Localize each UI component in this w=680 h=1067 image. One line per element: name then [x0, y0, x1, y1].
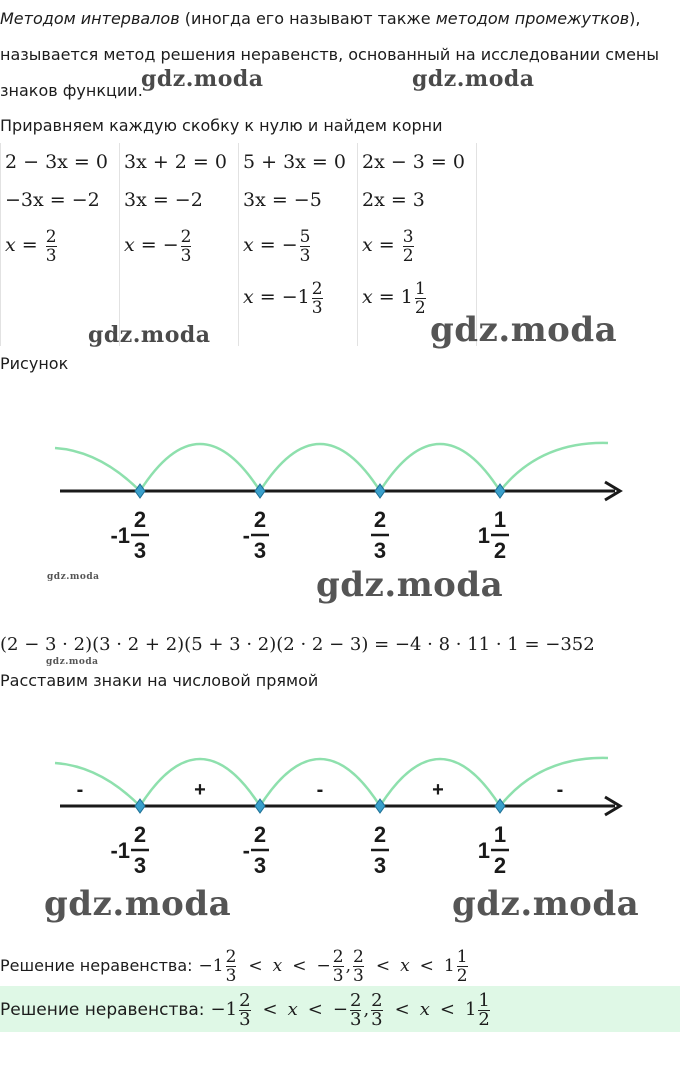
equation: 2x − 3 = 0	[362, 151, 465, 173]
x-equals: x =	[362, 234, 395, 256]
answer-expression	[210, 989, 492, 1030]
denominator: 2	[414, 297, 426, 318]
interval-arc	[55, 763, 140, 806]
less-than: <	[375, 956, 391, 976]
sign: −	[316, 956, 331, 976]
comma: ,	[345, 956, 351, 976]
fraction	[371, 989, 383, 1030]
interval-sign: +	[194, 779, 206, 801]
root-fraction	[300, 228, 311, 265]
solution-label: Решение неравенства:	[0, 956, 193, 975]
root	[124, 219, 234, 271]
denominator: 3	[180, 245, 192, 266]
variable: x	[272, 956, 283, 976]
denominator: 3	[349, 1008, 362, 1030]
numerator: 5	[299, 226, 311, 247]
sign-check-computation: (2 − 3 · 2)(3 · 2 + 2)(5 + 3 · 2)(2 · 2 − 3) = −4 · 8 · 11 · 1 = −352	[0, 634, 595, 655]
tick-label-prefix: -1	[110, 838, 130, 863]
intro-line-2: называется метод решения неравенств, основанный на исследовании смены	[0, 45, 660, 64]
interval-sign: -	[76, 779, 84, 801]
root-sign: −	[281, 234, 298, 256]
equation-column	[1, 143, 120, 346]
equations-table	[0, 143, 477, 346]
equation: 3x + 2 = 0	[124, 151, 227, 173]
number-line	[55, 443, 620, 563]
equation: 2 − 3x = 0	[5, 151, 108, 173]
variable: x	[419, 999, 430, 1020]
interval-arc	[55, 448, 140, 491]
number-line	[55, 758, 620, 878]
root-fraction	[46, 228, 57, 265]
numerator: 2	[45, 226, 57, 247]
solution-line	[0, 944, 470, 988]
mixed-integer: −1	[210, 999, 238, 1020]
mixed-integer: 1	[464, 999, 477, 1020]
mixed-integer: −1	[198, 956, 224, 976]
equation-step: 2x = 3	[362, 189, 425, 211]
equation-step: 3x = −5	[243, 189, 322, 211]
root	[243, 219, 353, 271]
fraction	[353, 948, 364, 985]
denominator: 3	[371, 1008, 383, 1030]
watermark: gdz.moda	[316, 565, 504, 605]
fraction	[333, 948, 344, 985]
watermark: gdz.moda	[44, 884, 232, 924]
tick-label-numerator: 1	[493, 822, 507, 847]
equation: 5 + 3x = 0	[243, 151, 346, 173]
numerator: 2	[332, 946, 344, 967]
denominator: 2	[456, 965, 468, 986]
root-mixed	[243, 271, 353, 323]
tick-label-numerator: 2	[133, 507, 147, 532]
interval-arc	[500, 443, 608, 491]
watermark: gdz.moda	[412, 66, 535, 92]
root	[362, 219, 472, 271]
equation-step: −3x = −2	[5, 189, 100, 211]
tick-label-prefix: -1	[110, 523, 130, 548]
numerator: 2	[352, 946, 364, 967]
tick-label-denominator: 3	[133, 538, 147, 563]
less-than: <	[292, 956, 307, 976]
tick-label-denominator: 2	[493, 538, 507, 563]
variable: x	[400, 956, 410, 976]
equation-column	[120, 143, 239, 346]
root	[5, 219, 115, 271]
tick-label-numerator: 2	[133, 822, 147, 847]
tick-label-denominator: 3	[133, 853, 147, 878]
fraction	[226, 948, 237, 985]
fraction	[239, 989, 251, 1030]
equation-step: 3x = −2	[124, 189, 203, 211]
less-than: <	[394, 999, 410, 1020]
denominator: 3	[45, 245, 57, 266]
interval-arc	[260, 444, 380, 491]
term-gap-method: методом промежутков	[435, 9, 630, 28]
answer-line	[0, 988, 492, 1032]
watermark: gdz.moda	[452, 884, 640, 924]
watermark: gdz.moda	[88, 322, 211, 348]
mixed-integer: 1	[443, 956, 455, 976]
sign: −	[332, 999, 348, 1020]
numerator: 2	[239, 989, 251, 1011]
denominator: 3	[332, 965, 344, 986]
interval-sign: -	[556, 779, 564, 801]
tick-label-numerator: 2	[253, 822, 267, 847]
less-than: <	[262, 999, 278, 1020]
fraction	[349, 989, 362, 1030]
watermark: gdz.moda	[430, 310, 618, 350]
watermark: gdz.moda	[46, 657, 99, 667]
numerator: 3	[402, 226, 414, 247]
x-equals: x =	[243, 286, 276, 308]
tick-label-prefix: -	[242, 523, 250, 548]
less-than: <	[419, 956, 434, 976]
variable: x	[287, 999, 298, 1020]
interval-sign: +	[432, 779, 444, 801]
figure-label: Рисунок	[0, 354, 69, 373]
x-equals: x =	[124, 234, 157, 256]
interval-sign: -	[316, 779, 324, 801]
comma: ,	[363, 999, 370, 1020]
tick-label-denominator: 3	[373, 538, 387, 563]
denominator: 3	[352, 965, 364, 986]
watermark: gdz.moda	[47, 572, 100, 582]
tick-label-denominator: 3	[253, 538, 267, 563]
numerator: 2	[349, 989, 362, 1011]
fraction	[478, 989, 490, 1030]
solution-label: Решение неравенства:	[0, 1000, 205, 1020]
equation-column	[239, 143, 358, 346]
interval-arc	[380, 444, 500, 491]
root-sign: −	[162, 234, 179, 256]
watermark: gdz.moda	[141, 66, 264, 92]
tick-label-denominator: 2	[493, 853, 507, 878]
denominator: 3	[311, 297, 323, 318]
less-than: <	[439, 999, 455, 1020]
tick-label-prefix: -	[242, 838, 250, 863]
tick-label-numerator: 2	[373, 507, 387, 532]
root-fraction	[181, 228, 192, 265]
solution-expression	[199, 948, 470, 985]
intro-line-1	[0, 8, 641, 30]
step-signs-heading: Расставим знаки на числовой прямой	[0, 671, 319, 690]
denominator: 3	[239, 1008, 251, 1030]
x-equals: x =	[5, 234, 38, 256]
mixed-integer: 1	[400, 286, 413, 308]
numerator: 2	[311, 278, 323, 299]
intro-line-3: знаков функции.	[0, 81, 143, 100]
numerator: 1	[478, 989, 490, 1011]
x-equals: x =	[362, 286, 395, 308]
numerator: 2	[225, 946, 237, 967]
numerator: 2	[371, 989, 383, 1011]
denominator: 3	[225, 965, 237, 986]
tick-label-numerator: 1	[493, 507, 507, 532]
fraction	[457, 948, 468, 985]
tick-label-denominator: 3	[253, 853, 267, 878]
intro-text: (иногда его называют также	[179, 9, 436, 28]
tick-label-prefix: 1	[477, 838, 490, 863]
denominator: 2	[402, 245, 414, 266]
term-interval-method: Методом интервалов	[0, 9, 180, 28]
mixed-fraction	[312, 280, 323, 317]
interval-arc	[500, 758, 608, 806]
mixed-integer: −1	[281, 286, 310, 308]
numerator: 1	[414, 278, 426, 299]
denominator: 2	[478, 1008, 490, 1030]
numerator: 2	[180, 226, 192, 247]
less-than: <	[307, 999, 323, 1020]
interval-arc	[140, 444, 260, 491]
tick-label-prefix: 1	[477, 523, 490, 548]
tick-label-numerator: 2	[373, 822, 387, 847]
x-equals: x =	[243, 234, 276, 256]
tick-label-numerator: 2	[253, 507, 267, 532]
mixed-fraction	[415, 280, 426, 317]
number-line-signs-figure	[0, 735, 680, 895]
less-than: <	[248, 956, 263, 976]
tick-label-denominator: 3	[373, 853, 387, 878]
denominator: 3	[299, 245, 311, 266]
intro-text-end: ),	[629, 9, 641, 28]
numerator: 1	[456, 946, 468, 967]
root-fraction	[403, 228, 414, 265]
step-roots-heading: Приравняем каждую скобку к нулю и найдем корни	[0, 116, 443, 135]
